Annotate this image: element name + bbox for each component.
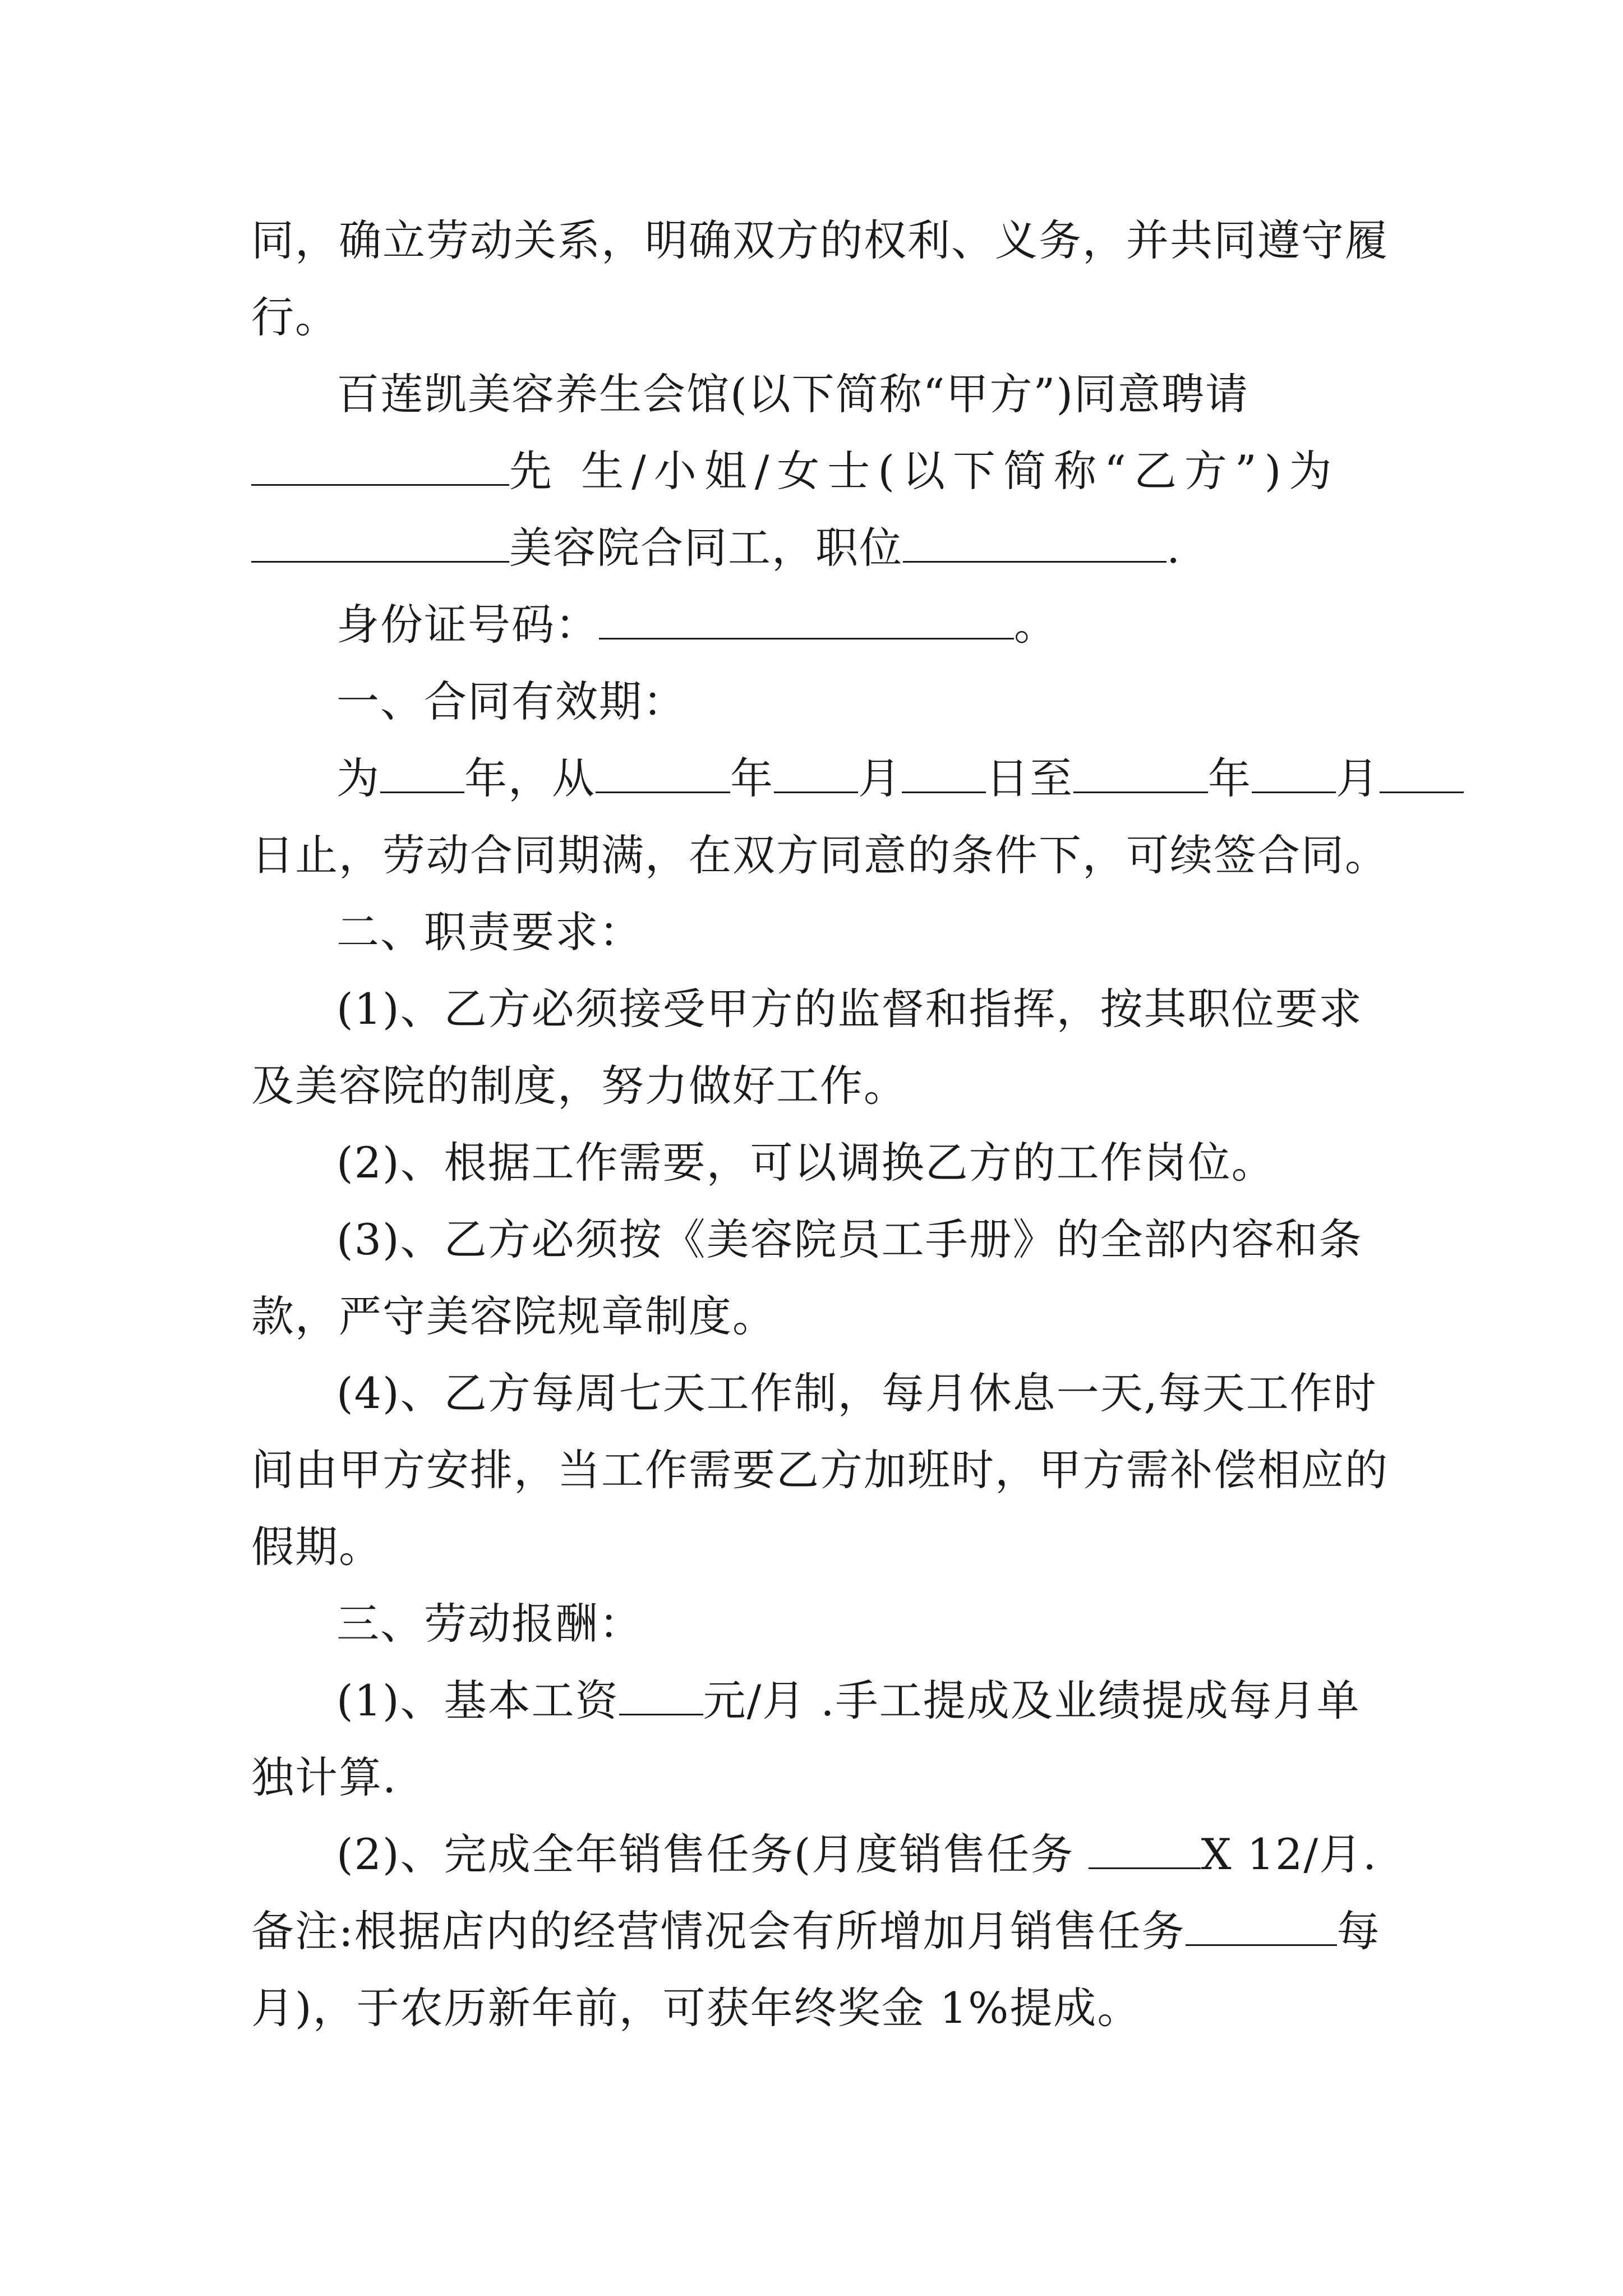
base-salary-blank	[619, 1681, 703, 1715]
start-year-blank	[596, 759, 730, 793]
text-line	[251, 202, 1390, 279]
paragraph-text: .	[1166, 523, 1182, 573]
id-number-line	[251, 586, 1390, 663]
end-month-blank	[1252, 759, 1336, 793]
paragraph-text: 月	[1336, 753, 1380, 803]
text-line	[251, 970, 1390, 1047]
paragraph-text: 每	[1336, 1906, 1381, 1956]
paragraph-text: 年	[730, 753, 774, 803]
position-line	[251, 509, 1390, 586]
monthly-task-blank	[1089, 1835, 1201, 1869]
paragraph-text: 。	[1014, 600, 1058, 650]
paragraph-text: (1)、乙方必须接受甲方的监督和指挥，按其职位要求	[336, 984, 1363, 1034]
section-heading: 一、合同有效期：	[336, 677, 686, 726]
salary-line	[251, 1662, 1390, 1739]
paragraph-text: 月	[858, 753, 902, 803]
text-line	[251, 279, 1390, 356]
text-line	[251, 1432, 1390, 1508]
text-line	[251, 1508, 1390, 1585]
paragraph-text: 同，确立劳动关系，明确双方的权利、义务，并共同遵守履	[251, 215, 1389, 265]
text-line	[251, 817, 1390, 894]
start-month-blank	[774, 759, 858, 793]
paragraph-text: 日止，劳动合同期满，在双方同意的条件下，可续签合同。	[251, 830, 1389, 880]
text-line	[251, 1355, 1390, 1432]
years-blank	[380, 759, 464, 793]
end-year-blank	[1073, 759, 1208, 793]
added-task-blank	[1186, 1912, 1337, 1946]
position-blank	[903, 528, 1166, 563]
contract-page	[251, 202, 1390, 2046]
employer-line	[251, 356, 1390, 432]
paragraph-text: 假期。	[251, 1522, 382, 1572]
paragraph-text: 元/月 .手工提成及业绩提成每月单	[703, 1676, 1361, 1726]
text-line	[251, 1124, 1390, 1201]
end-day-blank	[1380, 759, 1464, 793]
paragraph-text: 百莲凯美容养生会馆(以下简称“甲方”)同意聘请	[336, 369, 1249, 419]
section-heading-term	[251, 663, 1390, 740]
id-number-blank	[599, 605, 1014, 639]
text-line	[251, 1047, 1390, 1124]
paragraph-text: 行。	[251, 292, 339, 342]
section-heading-duties	[251, 894, 1390, 970]
paragraph-text: 及美容院的制度，努力做好工作。	[251, 1061, 907, 1111]
paragraph-text: (3)、乙方必须按《美容院员工手册》的全部内容和条	[336, 1214, 1363, 1264]
paragraph-text: 日至	[986, 753, 1073, 803]
paragraph-text: 款，严守美容院规章制度。	[251, 1291, 776, 1341]
start-day-blank	[902, 759, 986, 793]
id-number-label: 身份证号码：	[336, 600, 599, 650]
paragraph-text: 年，从	[464, 753, 596, 803]
paragraph-text: 为	[336, 753, 380, 803]
section-heading: 二、职责要求：	[336, 907, 643, 957]
section-heading: 三、劳动报酬：	[336, 1599, 643, 1649]
text-line	[251, 1739, 1390, 1816]
sales-task-line	[251, 1816, 1390, 1893]
paragraph-text: 年	[1208, 753, 1252, 803]
department-blank	[251, 528, 509, 563]
text-line	[251, 1970, 1390, 2046]
term-dates-line	[251, 740, 1390, 817]
text-line	[251, 1278, 1390, 1355]
paragraph-text: 独计算.	[251, 1752, 398, 1802]
paragraph-text: 月)，于农历新年前，可获年终奖金 1%提成。	[251, 1983, 1141, 2033]
employee-name-blank	[251, 452, 509, 486]
paragraph-text: (2)、根据工作需要，可以调换乙方的工作岗位。	[336, 1138, 1275, 1188]
paragraph-text: 美容院合同工，职位	[509, 523, 903, 573]
paragraph-text: 间由甲方安排，当工作需要乙方加班时，甲方需补偿相应的	[251, 1445, 1389, 1495]
section-heading-pay	[251, 1585, 1390, 1662]
paragraph-text: (1)、基本工资	[336, 1676, 619, 1726]
text-line	[251, 1201, 1390, 1278]
paragraph-text: X 12/月.	[1201, 1829, 1378, 1879]
paragraph-text: 备注:根据店内的经营情况会有所增加月销售任务	[251, 1906, 1186, 1956]
sales-note-line	[251, 1893, 1390, 1970]
paragraph-text: (4)、乙方每周七天工作制，每月休息一天,每天工作时	[336, 1368, 1377, 1418]
paragraph-text: (2)、完成全年销售任务(月度销售任务	[336, 1829, 1075, 1879]
paragraph-text: 先 生/小姐/女士(以下简称“乙方”)为	[509, 446, 1340, 496]
employee-name-line	[251, 432, 1390, 509]
